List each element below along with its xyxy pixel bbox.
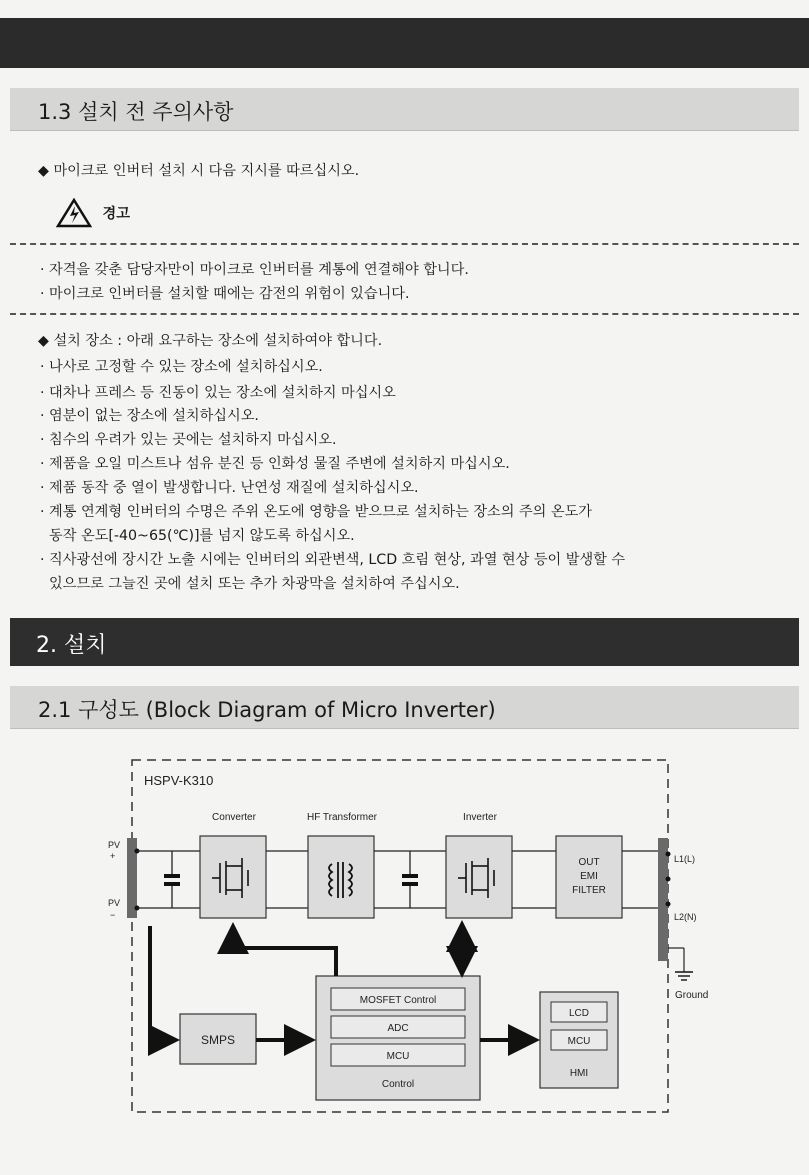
location-item: · 나사로 고정할 수 있는 장소에 설치하십시오.	[40, 359, 323, 375]
warning-item: · 자격을 갖춘 담당자만이 마이크로 인버터를 계통에 연결해야 합니다.	[40, 262, 469, 278]
diamond-bullet-icon: ◆	[38, 333, 49, 349]
section-2-1-header	[10, 686, 799, 729]
filter-label-filter: FILTER	[572, 885, 606, 896]
hmi-mcu-label: MCU	[567, 1036, 591, 1047]
lcd-label: LCD	[568, 1008, 590, 1019]
ac-terminal-bar	[658, 838, 668, 961]
location-item: 동작 온도[-40~65(℃)]를 넘지 않도록 하십시오.	[40, 528, 355, 544]
top-header-bar	[0, 18, 809, 68]
control-label: Control	[381, 1079, 415, 1090]
intro-line	[38, 160, 359, 180]
intro-text: 마이크로 인버터 설치 시 다음 지시를 따르십시오.	[53, 163, 360, 179]
section-2-header	[10, 618, 799, 666]
section-1-3-title: 1.3 설치 전 주의사항	[38, 100, 234, 124]
ground-label: Ground	[675, 990, 709, 1001]
hf-transformer-block	[308, 836, 374, 918]
location-item: · 침수의 우려가 있는 곳에는 설치하지 마십시오.	[40, 432, 337, 448]
filter-label-out: OUT	[578, 857, 600, 868]
converter-label: Converter	[212, 812, 256, 823]
warning-label: 경고	[102, 206, 130, 222]
converter-block	[200, 836, 266, 918]
hf-transformer-label: HF Transformer	[306, 812, 378, 823]
minus-sign: −	[110, 910, 116, 920]
model-label: HSPV-K310	[144, 773, 214, 788]
location-item: · 대차나 프레스 등 진동이 있는 장소에 설치하지 마십시오	[40, 385, 396, 401]
input-capacitor-icon	[164, 874, 180, 878]
warning-heading	[56, 198, 130, 230]
location-item: 있으므로 그늘진 곳에 설치 또는 추가 차광막을 설치하여 주십시오.	[40, 576, 460, 592]
pv-plus-label: PV	[108, 840, 121, 850]
section-1-3-header	[10, 88, 799, 131]
location-item: · 염분이 없는 장소에 설치하십시오.	[40, 408, 259, 424]
diamond-bullet-icon: ◆	[38, 163, 49, 179]
dashed-divider-bottom	[10, 313, 799, 315]
location-heading	[38, 330, 382, 350]
mosfet-control-label: MOSFET Control	[359, 995, 437, 1006]
block-diagram	[100, 758, 730, 1138]
filter-label-emi: EMI	[580, 871, 598, 882]
location-item: · 제품 동작 중 열이 발생합니다. 난연성 재질에 설치하십시오.	[40, 480, 419, 496]
warning-triangle-icon	[56, 198, 92, 228]
section-2-1-title: 2.1 구성도 (Block Diagram of Micro Inverter)	[38, 698, 496, 722]
l1-label: L1(L)	[674, 854, 696, 864]
inverter-block	[446, 836, 512, 918]
section-2-title: 2. 설치	[36, 633, 107, 658]
location-heading-text: 설치 장소 : 아래 요구하는 장소에 설치하여야 합니다.	[53, 333, 383, 349]
mcu-label: MCU	[386, 1051, 410, 1062]
warning-item: · 마이크로 인버터를 설치할 때에는 감전의 위험이 있습니다.	[40, 286, 410, 302]
location-item: · 계통 연계형 인버터의 수명은 주위 온도에 영향을 받으므로 설치하는 장소의 주의 온도가	[40, 504, 593, 520]
dashed-divider-top	[10, 243, 799, 245]
adc-label: ADC	[387, 1023, 409, 1034]
l2-label: L2(N)	[674, 912, 697, 922]
plus-sign: +	[110, 851, 116, 861]
pv-minus-label: PV	[108, 898, 121, 908]
ground-icon	[675, 972, 693, 980]
location-item: · 직사광선에 장시간 노출 시에는 인버터의 외관변색, LCD 흐림 현상, 과열 현상 등이 발생할 수	[40, 552, 626, 568]
inverter-label: Inverter	[463, 812, 497, 823]
hmi-label: HMI	[569, 1068, 589, 1079]
location-item: · 제품을 오일 미스트나 섬유 분진 등 인화성 물질 주변에 설치하지 마십시오.	[40, 456, 510, 472]
smps-label: SMPS	[200, 1033, 236, 1047]
dc-link-capacitor-icon	[402, 874, 418, 878]
